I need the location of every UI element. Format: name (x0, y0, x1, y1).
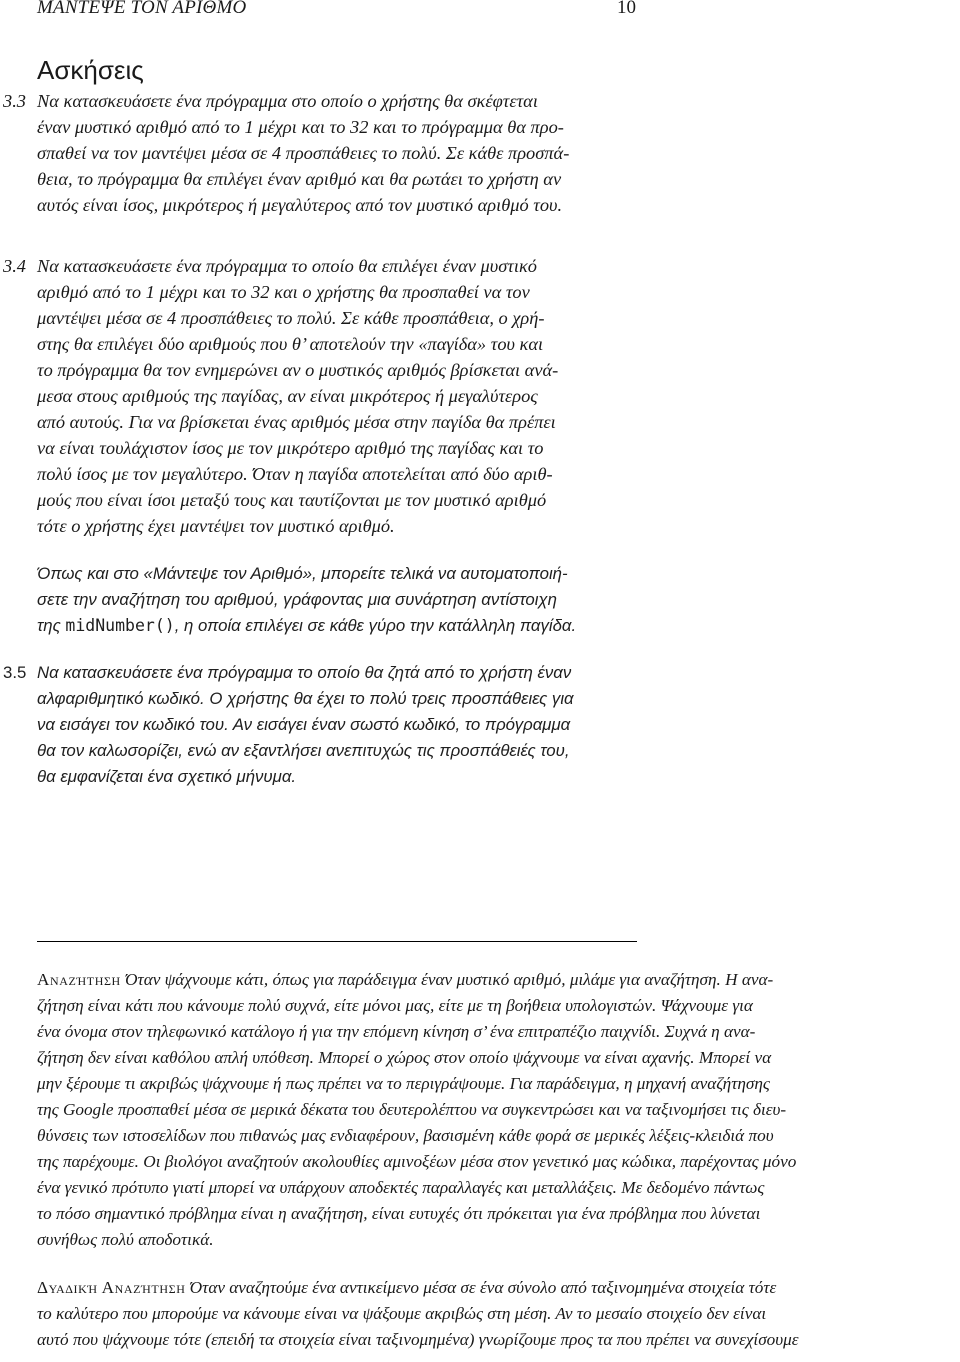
footnote-line: της παρέχουμε. Οι βιολόγοι αναζητούν ακολουθίες αμινοξέων μέσα στον γενετικό μας κώδικα, παρέχοντας μόνο (37, 1152, 797, 1171)
exercise-line: να εισάγει τον κωδικό του. Αν εισάγει έναν σωστό κωδικό, το πρόγραμμα (37, 715, 571, 734)
note-line: Όπως και στο «Μάντεψε τον Αριθμό», μπορείτε τελικά να αυτοματοποιή- (37, 564, 568, 583)
exercise-line: από αυτούς. Για να βρίσκεται ένας αριθμός μέσα στην παγίδα θα πρέπει (37, 412, 556, 432)
exercise-line: μεσα στους αριθμούς της παγίδας, αν είναι μικρότερος ή μεγαλύτερος (37, 386, 538, 406)
note-line: σετε την αναζήτηση του αριθμού, γράφοντας μια συνάρτηση αντίστοιχη (37, 590, 557, 609)
page-number: 10 (617, 0, 636, 18)
note-text: της (37, 616, 66, 635)
exercise-line: έναν μυστικό αριθμό από το 1 μέχρι και το 32 και το πρόγραμμα θα προ- (37, 117, 564, 137)
exercise-line: Να κατασκευάσετε ένα πρόγραμμα το οποίο θα ζητά από το χρήστη έναν (37, 663, 572, 682)
footnote-line: θύνσεις των ιστοσελίδων που πιθανώς μας ενδιαφέρουν, βασισμένη κάθε φορά σε μερικές λέξεις-κλειδιά που (37, 1126, 774, 1145)
footnote-line: ζήτηση είναι κάτι που κάνουμε πολύ συχνά, είτε μόνοι μας, είτε με τη βοήθεια υπολογιστών. Ψάχνουμε για (37, 996, 753, 1015)
footnote-text: Όταν ψάχνουμε κάτι, όπως για παράδειγμα έναν μυστικό αριθμό, μιλάμε για αναζήτηση. Η ανα- (125, 970, 774, 989)
exercise-line: τότε ο χρήστης έχει μαντέψει τον μυστικό αριθμό. (37, 516, 395, 536)
note-line (37, 616, 576, 636)
footnote-line: συνήθως πολύ αποδοτικά. (37, 1230, 214, 1249)
exercise-line: θα εμφανίζεται ένα σχετικό μήνυμα. (37, 767, 297, 786)
footnote-line (37, 1278, 776, 1298)
footnote-divider (37, 941, 637, 942)
footnote-line: το καλύτερο που μπορούμε να κάνουμε είναι να ψάξουμε ακριβώς στη μέση. Αν το μεσαίο στοιχείο δεν είναι (37, 1304, 767, 1323)
footnote-term: Δυαδική Αναζήτηση (37, 1278, 186, 1297)
footnote-line: ζήτηση δεν είναι καθόλου απλή υπόθεση. Μπορεί ο χώρος στον οποίο ψάχνουμε να είναι αχανής. Μπορεί να (37, 1048, 772, 1067)
exercise-number: 3.5 (3, 663, 27, 682)
code-function-name: midNumber() (65, 616, 175, 635)
exercise-line: μούς που είναι ίσοι μεταξύ τους και ταυτίζονται με τον μυστικό αριθμό (37, 490, 547, 510)
footnote-line: μην ξέρουμε τι ακριβώς ψάχνουμε ή πως πρέπει να το περιγράψουμε. Για παράδειγμα, η μηχανή αναζήτησης (37, 1074, 770, 1093)
section-heading: Ασκήσεις (37, 55, 144, 85)
footnote-term: Αναζήτηση (37, 970, 121, 989)
footnote-line: ένα όνομα στον τηλεφωνικό κατάλογο ή για την επόμενη κίνηση σ’ ένα επιτραπέζιο παιχνίδι. Συχνά η ανα- (37, 1022, 756, 1041)
exercise-line: αυτός είναι ίσος, μικρότερος ή μεγαλύτερος από τον μυστικό αριθμό του. (37, 195, 563, 215)
exercise-line: θα τον καλωσορίζει, ενώ αν εξαντλήσει ανεπιτυχώς τις προσπάθειές του, (37, 741, 570, 760)
exercise-number: 3.4 (3, 256, 26, 276)
exercise-line: στης θα επιλέγει δύο αριθμούς που θ’ αποτελούν την «παγίδα» του και (37, 334, 544, 354)
exercise-line: Να κατασκευάσετε ένα πρόγραμμα στο οποίο ο χρήστης θα σκέφτεται (37, 91, 538, 111)
exercise-line: το πρόγραμμα θα τον ενημερώνει αν ο μυστικός αριθμός βρίσκεται ανά- (37, 360, 559, 380)
exercise-line: Να κατασκευάσετε ένα πρόγραμμα το οποίο θα επιλέγει έναν μυστικό (37, 256, 537, 276)
footnote-line: της Google προσπαθεί μέσα σε μερικά δέκατα του δευτερολέπτου να συγκεντρώσει και να ταξινομήσει τις διευ- (37, 1100, 787, 1119)
exercise-line: να είναι τουλάχιστον ίσος με τον μικρότερο αριθμό της παγίδας και το (37, 438, 544, 458)
exercise-line: αλφαριθμητικό κωδικό. Ο χρήστης θα έχει το πολύ τρεις προσπάθειες για (37, 689, 574, 708)
footnote-line: το πόσο σημαντικό πρόβλημα είναι η αναζήτηση, είναι ευτυχές ότι πρόκειται για ένα πρόβλημα που λύνεται (37, 1204, 761, 1223)
running-header-title: ΜΑΝΤΕΨΕ ΤΟΝ ΑΡΙΘΜΟ (37, 0, 247, 18)
exercise-line: θεια, το πρόγραμμα θα επιλέγει έναν αριθμό και θα ρωτάει το χρήστη αν (37, 169, 562, 189)
note-text: , η οποία επιλέγει σε κάθε γύρο την κατάλληλη παγίδα. (174, 616, 577, 635)
exercise-line: πολύ ίσος με τον μεγαλύτερο. Όταν η παγίδα αποτελείται από δύο αριθ- (37, 464, 553, 484)
exercise-line: μαντέψει μέσα σε 4 προσπάθειες το πολύ. Σε κάθε προσπάθεια, ο χρή- (37, 308, 545, 328)
exercise-line: σπαθεί να τον μαντέψει μέσα σε 4 προσπάθειες το πολύ. Σε κάθε προσπά- (37, 143, 570, 163)
footnote-line (37, 970, 773, 990)
footnote-line: ένα γενικό πρότυπο γιατί μπορεί να υπάρχουν αποδεκτές παραλλαγές και μεταλλάξεις. Με δεδομένο πάντως (37, 1178, 765, 1197)
footnote-text: Όταν αναζητούμε ένα αντικείμενο μέσα σε ένα σύνολο από ταξινομημένα στοιχεία τότε (189, 1278, 777, 1297)
exercise-number: 3.3 (3, 91, 26, 111)
footnote-line: αυτό που ψάχνουμε τότε (επειδή τα στοιχεία είναι ταξινομημένα) γνωρίζουμε προς τα που πρέπει να συνεχίσουμε (37, 1330, 799, 1349)
exercise-line: αριθμό από το 1 μέχρι και το 32 και ο χρήστης θα προσπαθεί να τον (37, 282, 530, 302)
